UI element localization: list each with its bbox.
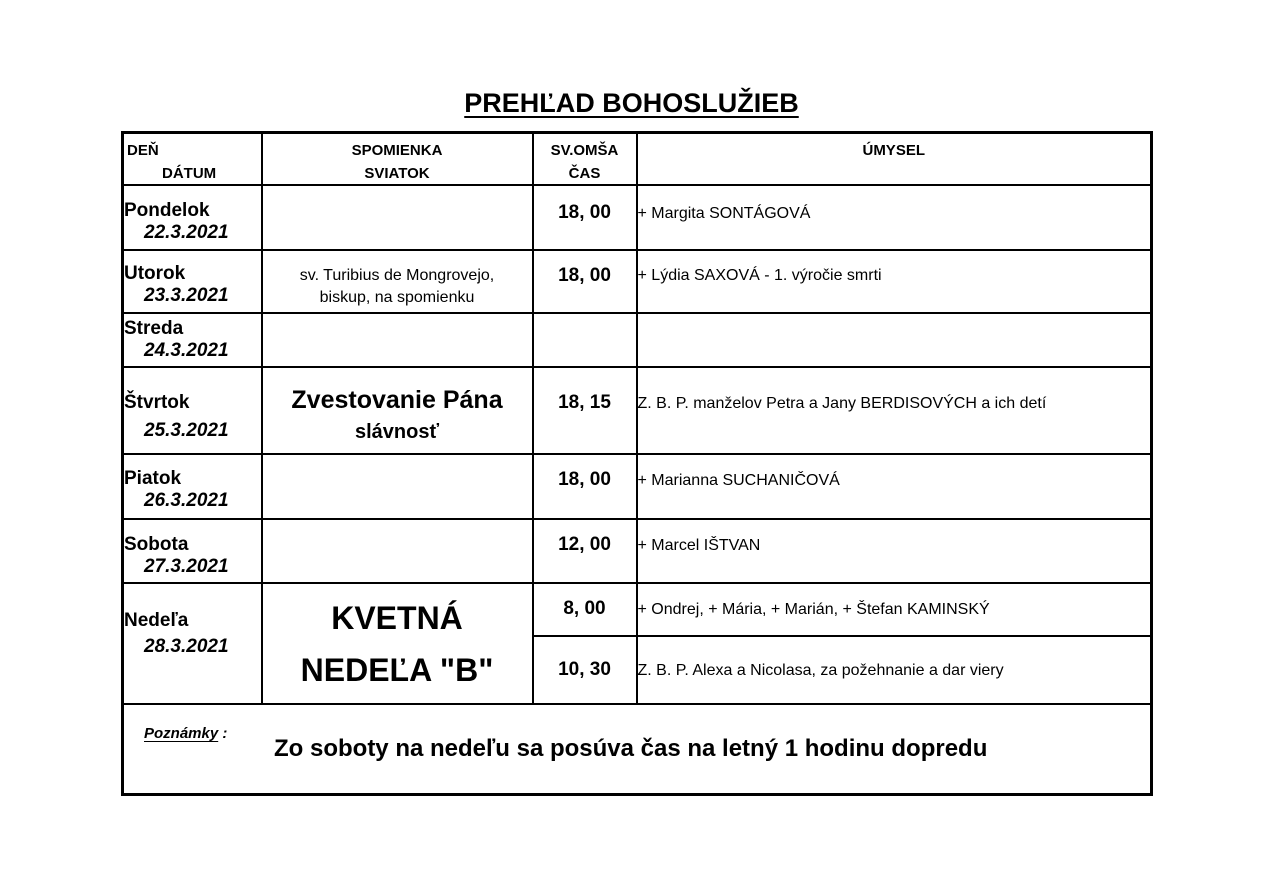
table-row [123, 250, 1152, 313]
table-row [123, 367, 1152, 454]
feast-cell: sv. Turibius de Mongrovejo, biskup, na spomienku [262, 250, 533, 313]
header-feast: SPOMIENKA SVIATOK [262, 133, 533, 186]
header-row [123, 133, 1152, 186]
intention-cell: Z. B. P. Alexa a Nicolasa, za požehnanie a dar viery [637, 636, 1152, 704]
day-cell: Nedeľa 28.3.2021 [123, 583, 262, 704]
intention-cell: + Margita SONTÁGOVÁ [637, 185, 1152, 250]
day-cell: Streda 24.3.2021 [123, 313, 262, 367]
time-cell: 18, 15 [533, 367, 637, 454]
notes-row [123, 704, 1152, 795]
table-row [123, 583, 1152, 636]
time-cell: 8, 00 [533, 583, 637, 636]
feast-cell [262, 454, 533, 519]
table-row [123, 313, 1152, 367]
day-cell: Sobota 27.3.2021 [123, 519, 262, 583]
notes-text: Zo soboty na nedeľu sa posúva čas na letný 1 hodinu dopredu [274, 735, 988, 762]
time-cell: 18, 00 [533, 185, 637, 250]
intention-cell: + Marcel IŠTVAN [637, 519, 1152, 583]
notes-label: Poznámky : [144, 725, 228, 742]
time-cell: 10, 30 [533, 636, 637, 704]
table-row [123, 454, 1152, 519]
intention-cell: + Marianna SUCHANIČOVÁ [637, 454, 1152, 519]
page-title: PREHĽAD BOHOSLUŽIEB [464, 88, 799, 118]
header-mass-time: SV.OMŠA ČAS [533, 133, 637, 186]
table-row [123, 519, 1152, 583]
day-cell: Utorok 23.3.2021 [123, 250, 262, 313]
intention-cell [637, 313, 1152, 367]
time-cell: 18, 00 [533, 454, 637, 519]
header-intention: ÚMYSEL [637, 133, 1152, 186]
feast-cell: Zvestovanie Pána slávnosť [262, 367, 533, 454]
time-cell [533, 313, 637, 367]
table-row [123, 185, 1152, 250]
feast-cell: KVETNÁ NEDEĽA "B" [262, 583, 533, 704]
day-cell: Piatok 26.3.2021 [123, 454, 262, 519]
time-cell: 18, 00 [533, 250, 637, 313]
intention-cell: Z. B. P. manželov Petra a Jany BERDISOVÝCH a ich detí [637, 367, 1152, 454]
header-day: DEŇ DÁTUM [123, 133, 262, 186]
day-cell: Pondelok 22.3.2021 [123, 185, 262, 250]
feast-cell [262, 313, 533, 367]
feast-cell [262, 519, 533, 583]
day-cell: Štvrtok 25.3.2021 [123, 367, 262, 454]
feast-cell [262, 185, 533, 250]
time-cell: 12, 00 [533, 519, 637, 583]
schedule-table [121, 131, 1153, 796]
intention-cell: + Lýdia SAXOVÁ - 1. výročie smrti [637, 250, 1152, 313]
intention-cell: + Ondrej, + Mária, + Marián, + Štefan KAMINSKÝ [637, 583, 1152, 636]
notes-cell [123, 704, 1152, 795]
